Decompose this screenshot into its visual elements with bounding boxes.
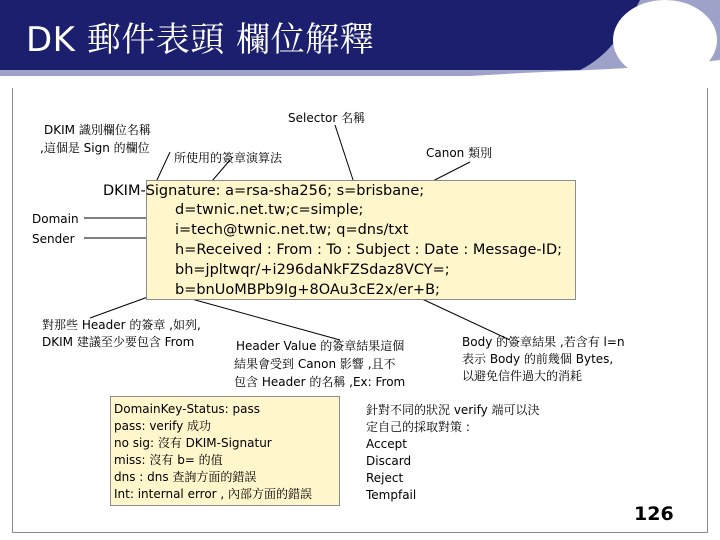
verify-note: 定自己的採取對策 : — [366, 420, 470, 434]
signature-line: b=bnUoMBPb9Ig+8OAu3cE2x/er+B; — [175, 282, 440, 298]
body-label-line1: Body 的簽章結果 ,若含有 l=n — [462, 335, 625, 349]
header-list-label-line2: DKIM 建議至少要包含 From — [42, 335, 195, 349]
canon-label: Canon 類別 — [426, 146, 493, 160]
body-label-line3: 以避免信件過大的消耗 — [462, 369, 583, 383]
header-value-label-line3: 包含 Header 的名稱 ,Ex: From — [234, 375, 406, 389]
page-number: 126 — [634, 503, 674, 525]
verify-action: Tempfail — [366, 488, 417, 502]
signature-line: d=twnic.net.tw;c=simple; — [175, 202, 364, 218]
status-line: DomainKey-Status: pass — [114, 402, 261, 416]
verify-action: Accept — [366, 437, 407, 451]
status-box — [110, 396, 340, 506]
header-list-label-line1: 對那些 Header 的簽章 ,如列, — [42, 318, 201, 332]
body-label-line2: 表示 Body 的前幾個 Bytes, — [462, 352, 614, 366]
status-line: dns : dns 查詢方面的錯誤 — [114, 470, 257, 484]
dkim-label-line2: ,這個是 Sign 的欄位 — [40, 141, 150, 155]
domain-label: Domain — [32, 212, 79, 226]
dkim-label-line1: DKIM 識別欄位名稱 — [44, 123, 151, 137]
status-line: pass: verify 成功 — [114, 419, 212, 433]
status-line: miss: 沒有 b= 的值 — [114, 453, 223, 467]
status-line: no sig: 沒有 DKIM-Signatur — [114, 436, 272, 450]
signature-line: i=tech@twnic.net.tw; q=dns/txt — [175, 222, 409, 238]
header-value-label-line2: 結果會受到 Canon 影響 ,且不 — [234, 357, 396, 371]
selector-label: Selector 名稱 — [288, 111, 366, 125]
status-line: Int: internal error , 內部方面的錯誤 — [114, 487, 313, 501]
signature-line: bh=jpltwqr/+i296daNkFZSdaz8VCY=; — [175, 262, 450, 278]
signature-line: h=Received : From : To : Subject : Date : Message-ID; — [175, 242, 562, 258]
header-value-label-line1: Header Value 的簽章結果這個 — [236, 339, 405, 353]
verify-action: Reject — [366, 471, 404, 485]
algorithm-label: 所使用的簽章演算法 — [174, 151, 283, 165]
sender-label: Sender — [32, 232, 75, 246]
verify-action: Discard — [366, 454, 412, 468]
page-title: DK 郵件表頭 欄位解釋 — [26, 20, 375, 60]
signature-line: DKIM-Signature: a=rsa-sha256; s=brisbane; — [103, 183, 425, 199]
verify-note: 針對不同的狀況 verify 端可以決 — [366, 403, 540, 417]
